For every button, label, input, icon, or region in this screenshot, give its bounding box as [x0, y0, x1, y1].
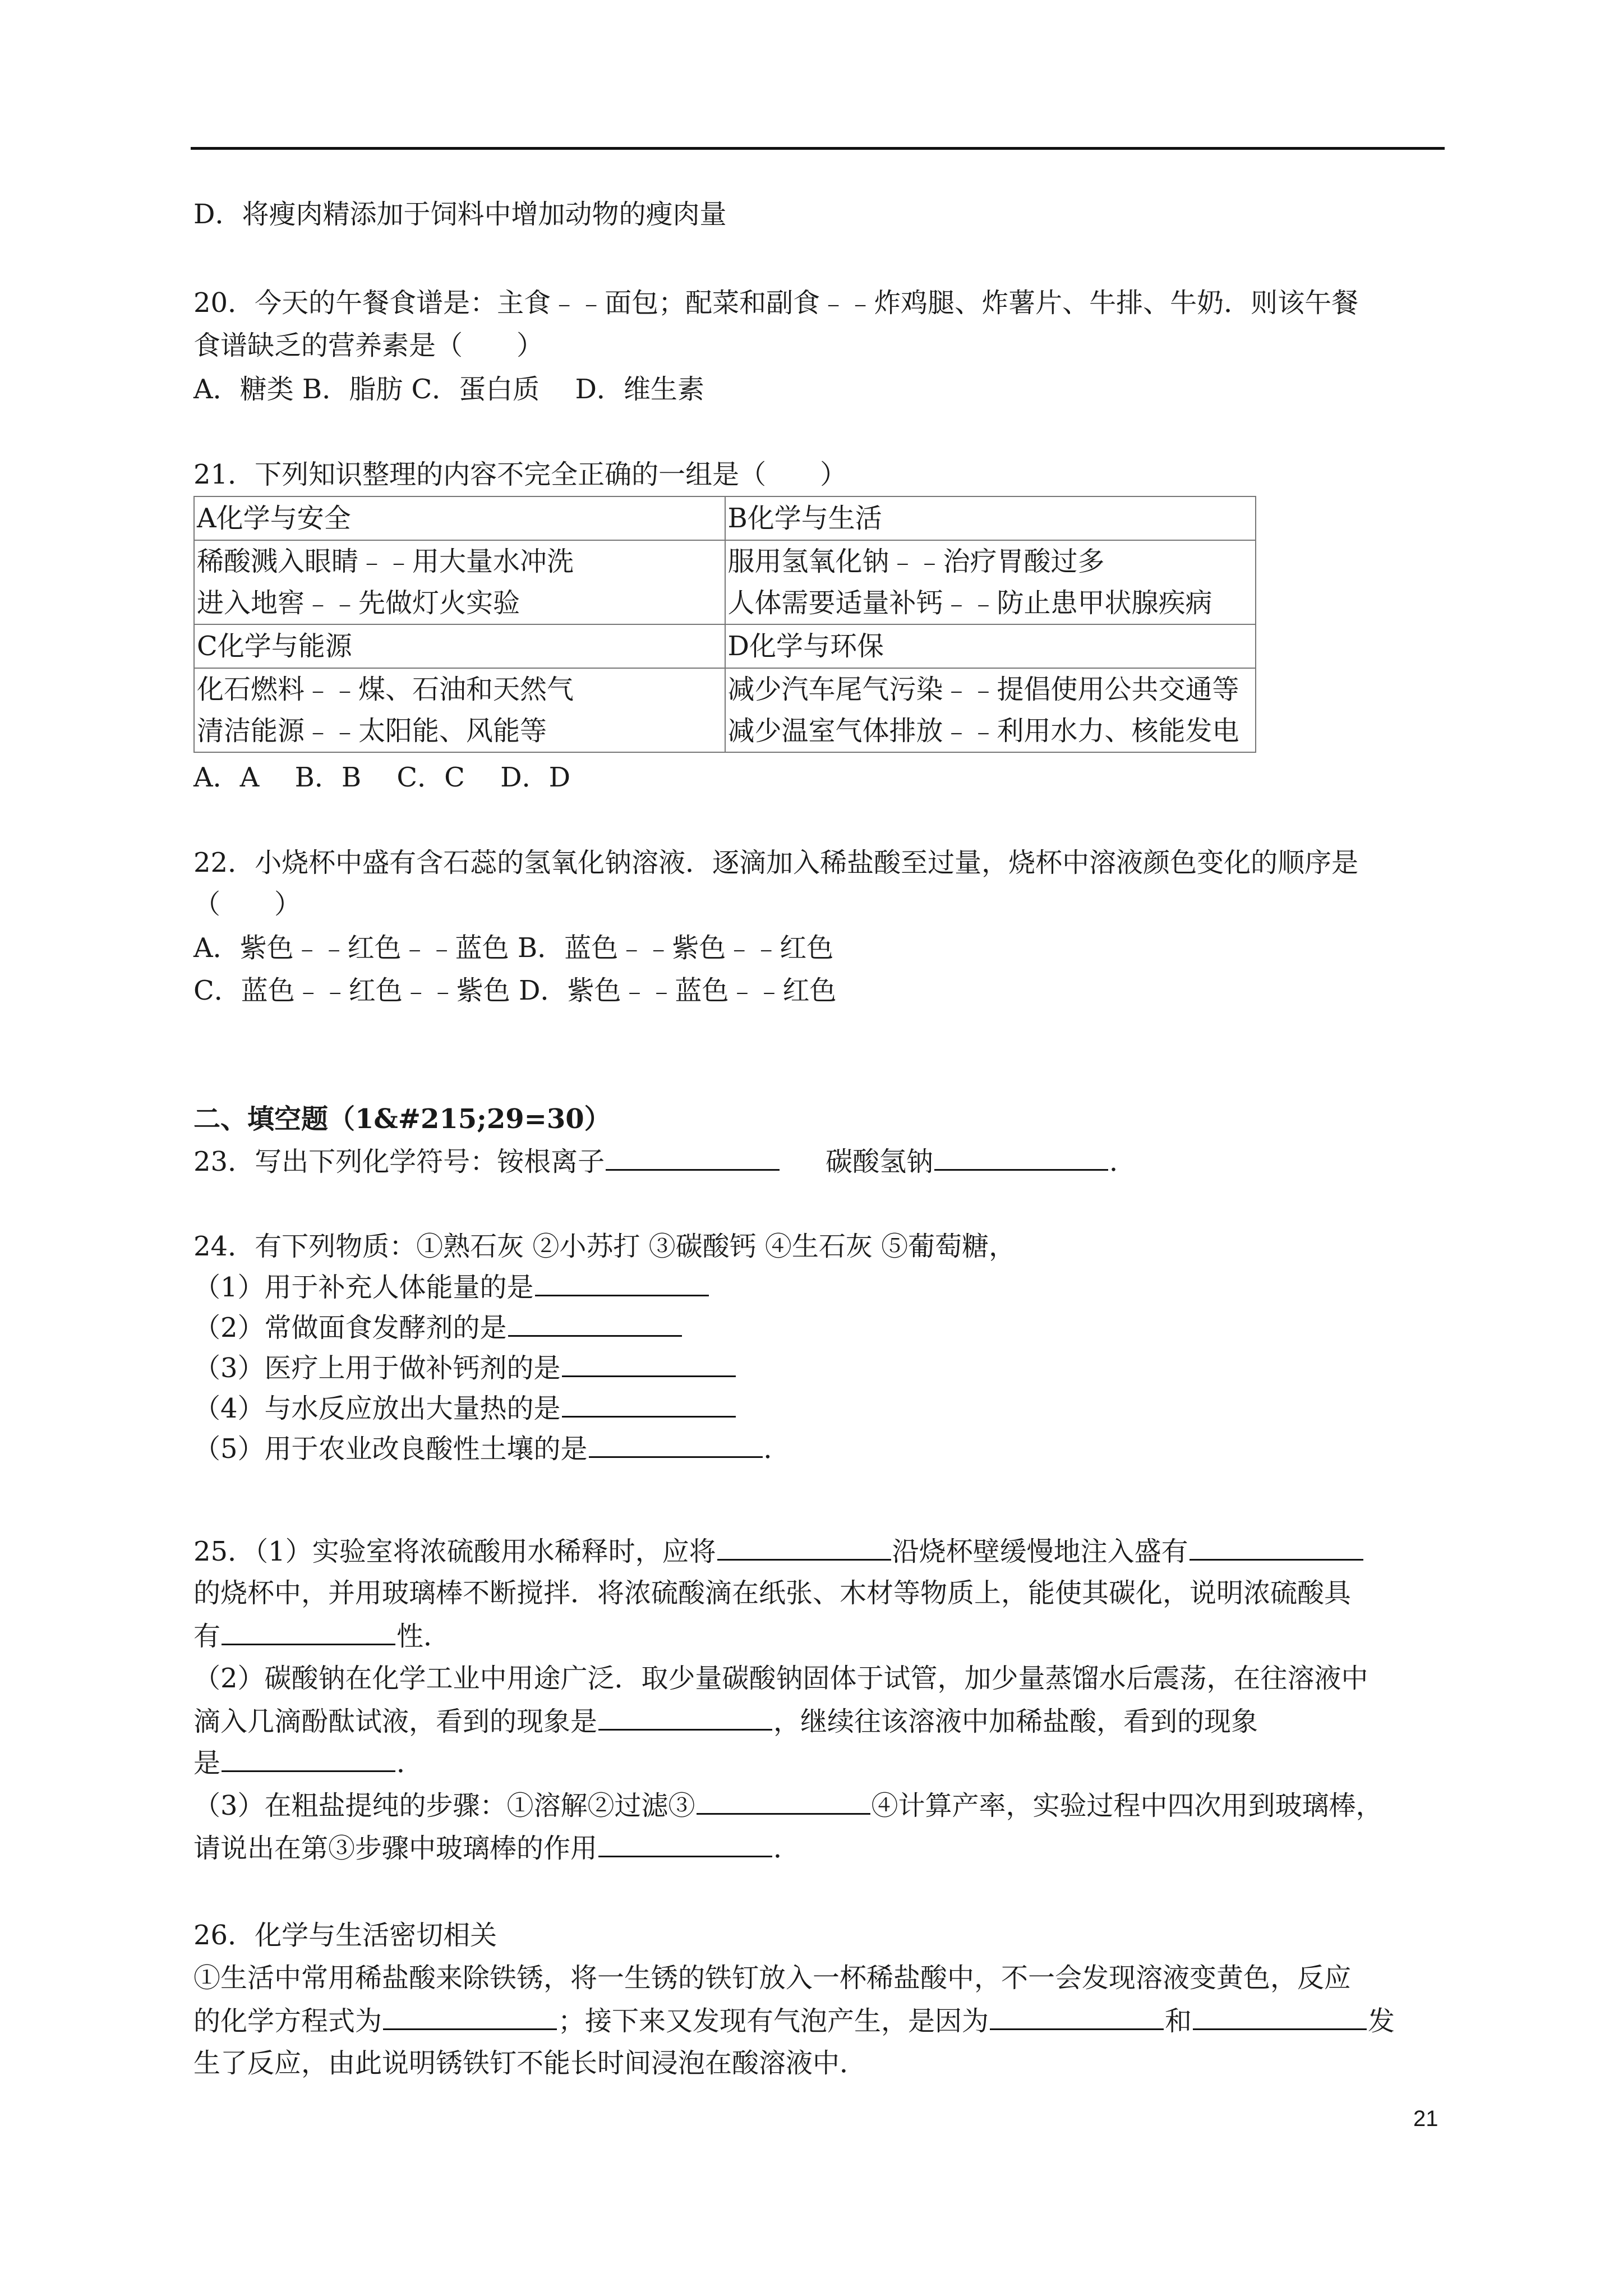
- q25-e2: ，继续往该溶液中加稀盐酸，看到的现象: [773, 1706, 1258, 1737]
- question-25-line-1: [193, 1534, 1364, 1568]
- table-cell-d-line2: 减少温室气体排放﹣﹣利用水力、核能发电: [727, 715, 1239, 747]
- table-cell-c-body: [194, 668, 725, 752]
- q26-b2: ；接下来又发现有气泡产生，是因为: [558, 2005, 989, 2037]
- q24-5-text: （5）用于农业改良酸性土壤的是: [193, 1433, 588, 1465]
- q25-a2: 沿烧杯壁缓慢地注入盛有: [892, 1536, 1188, 1567]
- q25-g2: ④计算产率，实验过程中四次用到玻璃棒，: [871, 1790, 1383, 1821]
- question-22-stem: 22．小烧杯中盛有含石蕊的氢氧化钠溶液．逐滴加入稀盐酸至过量，烧杯中溶液颜色变化的顺序是: [193, 847, 1359, 878]
- table-cell-b-line1: 服用氢氧化钠﹣﹣治疗胃酸过多: [727, 546, 1105, 577]
- answer-blank[interactable]: [1193, 2004, 1367, 2030]
- question-25-line-7: [193, 1788, 1383, 1823]
- section-2-heading: 二、填空题（1&#215;29=30）: [193, 1103, 611, 1135]
- question-25-line-2: 的烧杯中，并用玻璃棒不断搅拌．将浓硫酸滴在纸张、木材等物质上，能使其碳化，说明浓硫酸具: [193, 1577, 1352, 1609]
- table-cell-a-line1: 稀酸溅入眼睛﹣﹣用大量水冲洗: [197, 546, 574, 577]
- answer-blank[interactable]: [697, 1788, 870, 1815]
- q25-c1: 有: [193, 1621, 221, 1652]
- q26-b3: 和: [1165, 2005, 1192, 2037]
- answer-blank[interactable]: [606, 1144, 780, 1171]
- answer-blank[interactable]: [934, 1144, 1108, 1171]
- knowledge-table: [193, 496, 1256, 753]
- question-21-options: A．A B．B C．C D．D: [193, 762, 571, 793]
- question-20-stem-cont: 食谱缺乏的营养素是（ ）: [193, 330, 544, 361]
- q26-b1: 的化学方程式为: [193, 2005, 382, 2037]
- answer-blank[interactable]: [717, 1534, 891, 1561]
- question-21-stem: 21．下列知识整理的内容不完全正确的一组是（ ）: [193, 459, 847, 490]
- answer-blank[interactable]: [562, 1391, 736, 1418]
- q24-1-text: （1）用于补充人体能量的是: [193, 1272, 534, 1303]
- question-20-options: A．糖类 B．脂肪 C．蛋白质 D．维生素: [193, 374, 704, 405]
- page-number: 21: [1413, 2106, 1438, 2131]
- answer-blank[interactable]: [222, 1746, 395, 1772]
- question-25-line-8: [193, 1831, 800, 1865]
- q23-text-3: ．: [1109, 1146, 1137, 1177]
- question-24-stem: 24．有下列物质：①熟石灰 ②小苏打 ③碳酸钙 ④生石灰 ⑤葡萄糖，: [193, 1231, 1016, 1262]
- answer-blank[interactable]: [222, 1619, 395, 1645]
- answer-blank[interactable]: [1189, 1534, 1363, 1561]
- answer-blank[interactable]: [990, 2004, 1164, 2030]
- question-24-item-5: [193, 1432, 791, 1466]
- question-25-line-5: [193, 1704, 1258, 1738]
- q24-3-text: （3）医疗上用于做补钙剂的是: [193, 1352, 561, 1384]
- answer-blank[interactable]: [383, 2004, 557, 2030]
- question-22-options-ab: A．紫色﹣﹣红色﹣﹣蓝色 B．蓝色﹣﹣紫色﹣﹣红色: [193, 932, 834, 964]
- answer-blank[interactable]: [508, 1310, 682, 1337]
- answer-blank[interactable]: [535, 1270, 709, 1296]
- q25-h2: ．: [773, 1833, 801, 1864]
- table-cell-b-line2: 人体需要适量补钙﹣﹣防止患甲状腺疾病: [727, 587, 1212, 619]
- table-cell-a-body: [194, 540, 725, 624]
- question-24-item-2: [193, 1310, 683, 1345]
- question-25-line-3: [193, 1619, 450, 1653]
- question-25-line-4: （2）碳酸钠在化学工业中用途广泛．取少量碳酸钠固体于试管，加少量蒸馏水后震荡，在往溶液中: [193, 1663, 1368, 1694]
- table-cell-a-head: A化学与安全: [194, 496, 725, 540]
- question-26-line-2: [193, 2004, 1395, 2038]
- question-22-paren: （ ）: [193, 889, 302, 920]
- q23-text-1: 23．写出下列化学符号：铵根离子: [193, 1146, 605, 1177]
- q25-g1: （3）在粗盐提纯的步骤：①溶解②过滤③: [193, 1790, 695, 1821]
- question-23: [193, 1144, 1136, 1179]
- table-cell-b-head: B化学与生活: [725, 496, 1256, 540]
- header-rule: [191, 147, 1445, 150]
- q26-b4: 发: [1368, 2005, 1395, 2037]
- q25-c2: 性．: [396, 1621, 451, 1652]
- table-cell-d-body: [725, 668, 1256, 752]
- table-cell-c-head: C化学与能源: [194, 624, 725, 668]
- question-26-line-3: 生了反应，由此说明锈铁钉不能长时间浸泡在酸溶液中．: [193, 2047, 867, 2079]
- q25-e1: 滴入几滴酚酞试液，看到的现象是: [193, 1706, 598, 1737]
- table-cell-d-line1: 减少汽车尾气污染﹣﹣提倡使用公共交通等: [727, 674, 1239, 705]
- table-cell-b-body: [725, 540, 1256, 624]
- table-cell-a-line2: 进入地窖﹣﹣先做灯火实验: [197, 587, 520, 619]
- question-20-stem: 20．今天的午餐食谱是：主食﹣﹣面包；配菜和副食﹣﹣炸鸡腿、炸薯片、牛排、牛奶．则该午餐: [193, 287, 1359, 319]
- table-cell-c-line1: 化石燃料﹣﹣煤、石油和天然气: [197, 674, 574, 705]
- table-cell-d-head: D化学与环保: [725, 624, 1256, 668]
- q24-2-text: （2）常做面食发酵剂的是: [193, 1312, 507, 1343]
- q25-f1: 是: [193, 1747, 221, 1779]
- q25-f2: ．: [396, 1747, 424, 1779]
- option-d-line: D．将瘦肉精添加于饲料中增加动物的瘦肉量: [193, 199, 727, 230]
- q25-h1: 请说出在第③步骤中玻璃棒的作用: [193, 1833, 598, 1864]
- table-cell-c-line2: 清洁能源﹣﹣太阳能、风能等: [197, 715, 547, 747]
- question-25-line-6: [193, 1746, 423, 1780]
- question-26-line-1: ①生活中常用稀盐酸来除铁锈，将一生锈的铁钉放入一杯稀盐酸中，不一会发现溶液变黄色，反应: [193, 1962, 1352, 1994]
- question-24-item-3: [193, 1351, 737, 1385]
- answer-blank[interactable]: [589, 1432, 763, 1458]
- question-24-item-1: [193, 1270, 710, 1304]
- question-24-item-4: [193, 1391, 737, 1425]
- question-22-options-cd: C．蓝色﹣﹣红色﹣﹣紫色 D．紫色﹣﹣蓝色﹣﹣红色: [193, 975, 837, 1006]
- question-26-stem: 26．化学与生活密切相关: [193, 1920, 497, 1951]
- q23-text-2: 碳酸氢钠: [826, 1146, 934, 1177]
- answer-blank[interactable]: [562, 1351, 736, 1377]
- q24-4-text: （4）与水反应放出大量热的是: [193, 1393, 561, 1424]
- q25-a1: 25．（1）实验室将浓硫酸用水稀释时，应将: [193, 1536, 716, 1567]
- answer-blank[interactable]: [598, 1704, 772, 1731]
- q24-5-end: ．: [763, 1433, 791, 1465]
- answer-blank[interactable]: [598, 1831, 772, 1857]
